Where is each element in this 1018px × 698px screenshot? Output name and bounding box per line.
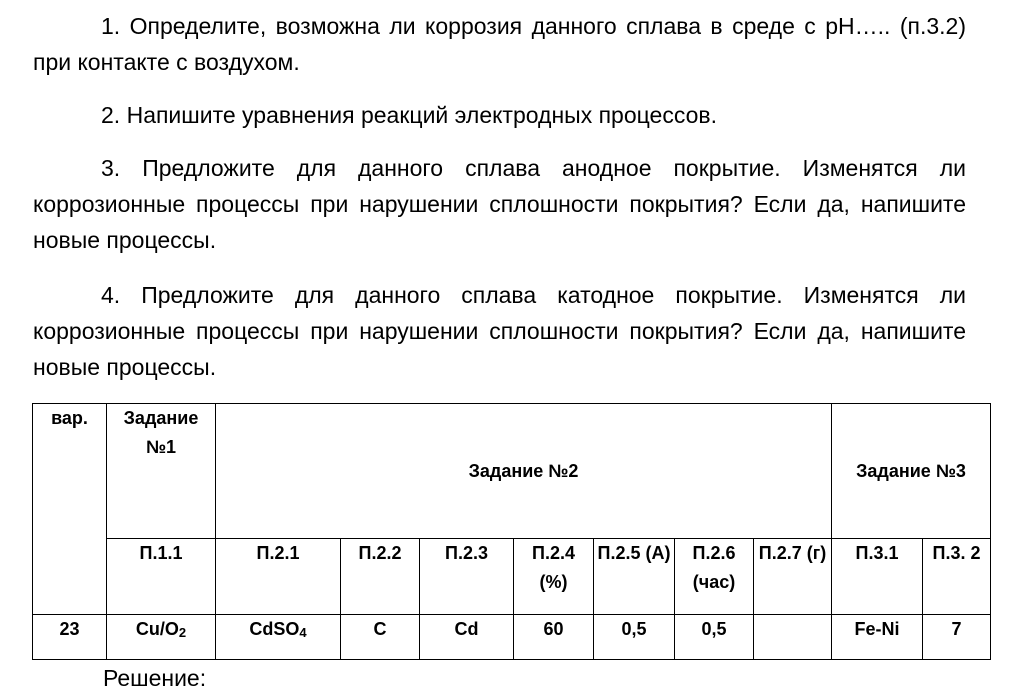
header-task-2: Задание №2 — [216, 404, 832, 539]
cell-p2-5: 0,5 — [594, 615, 675, 660]
cell-variant: 23 — [33, 615, 107, 660]
cell-p1-1-main: Cu/O — [135, 619, 179, 639]
instruction-text: Предложите для данного сплава анодное покрытие. Изменятся ли коррозионные процессы при нарушении сплошности покрытия? Если да, напишите новые процессы. — [33, 155, 966, 253]
cell-p2-4: 60 — [514, 615, 594, 660]
subheader-p2-2: П.2.2 — [341, 539, 420, 615]
instruction-number: 1. — [101, 13, 121, 39]
subheader-p2-4: П.2.4 (%) — [514, 539, 594, 615]
subheader-p2-1: П.2.1 — [216, 539, 341, 615]
cell-p2-1-main: CdSO — [249, 619, 300, 639]
subheader-p2-7: П.2.7 (г) — [754, 539, 832, 615]
subheader-p3-1: П.3.1 — [832, 539, 923, 615]
subheader-p1-1: П.1.1 — [107, 539, 216, 615]
cell-p2-6: 0,5 — [675, 615, 754, 660]
instruction-text: Определите, возможна ли коррозия данного сплава в среде с рН….. (п.3.2) при контакте с воздухом. — [33, 13, 966, 75]
table-row — [33, 615, 991, 660]
subheader-p2-5: П.2.5 (А) — [594, 539, 675, 615]
cell-p3-2: 7 — [923, 615, 991, 660]
instruction-2 — [33, 97, 966, 133]
instruction-number: 2. — [101, 102, 121, 128]
table-header-row — [33, 404, 991, 539]
cell-p2-2: C — [341, 615, 420, 660]
instruction-number: 4. — [101, 282, 121, 308]
task-table — [32, 403, 991, 660]
instruction-4 — [33, 277, 966, 385]
cell-p2-7 — [754, 615, 832, 660]
subheader-p2-3: П.2.3 — [420, 539, 514, 615]
header-task-1: Задание №1 — [107, 404, 216, 539]
cell-p2-3: Cd — [420, 615, 514, 660]
cell-p1-1 — [107, 615, 216, 660]
instruction-3 — [33, 150, 966, 258]
header-variant: вар. — [33, 404, 107, 615]
instruction-text: Напишите уравнения реакций электродных процессов. — [126, 102, 717, 128]
cell-p1-1-subscript: 2 — [178, 625, 187, 640]
instruction-number: 3. — [101, 155, 121, 181]
cell-p2-1 — [216, 615, 341, 660]
cell-p3-1: Fe-Ni — [832, 615, 923, 660]
cell-p2-1-subscript: 4 — [299, 625, 307, 640]
solution-label: Решение: — [103, 665, 207, 691]
table-subheader-row — [33, 539, 991, 615]
instruction-text: Предложите для данного сплава катодное покрытие. Изменятся ли коррозионные процессы при нарушении сплошности покрытия? Если да, напишите новые процессы. — [33, 282, 966, 380]
subheader-p3-2: П.3. 2 — [923, 539, 991, 615]
header-task-3: Задание №3 — [832, 404, 991, 539]
subheader-p2-6: П.2.6 (час) — [675, 539, 754, 615]
instruction-1 — [33, 8, 966, 80]
